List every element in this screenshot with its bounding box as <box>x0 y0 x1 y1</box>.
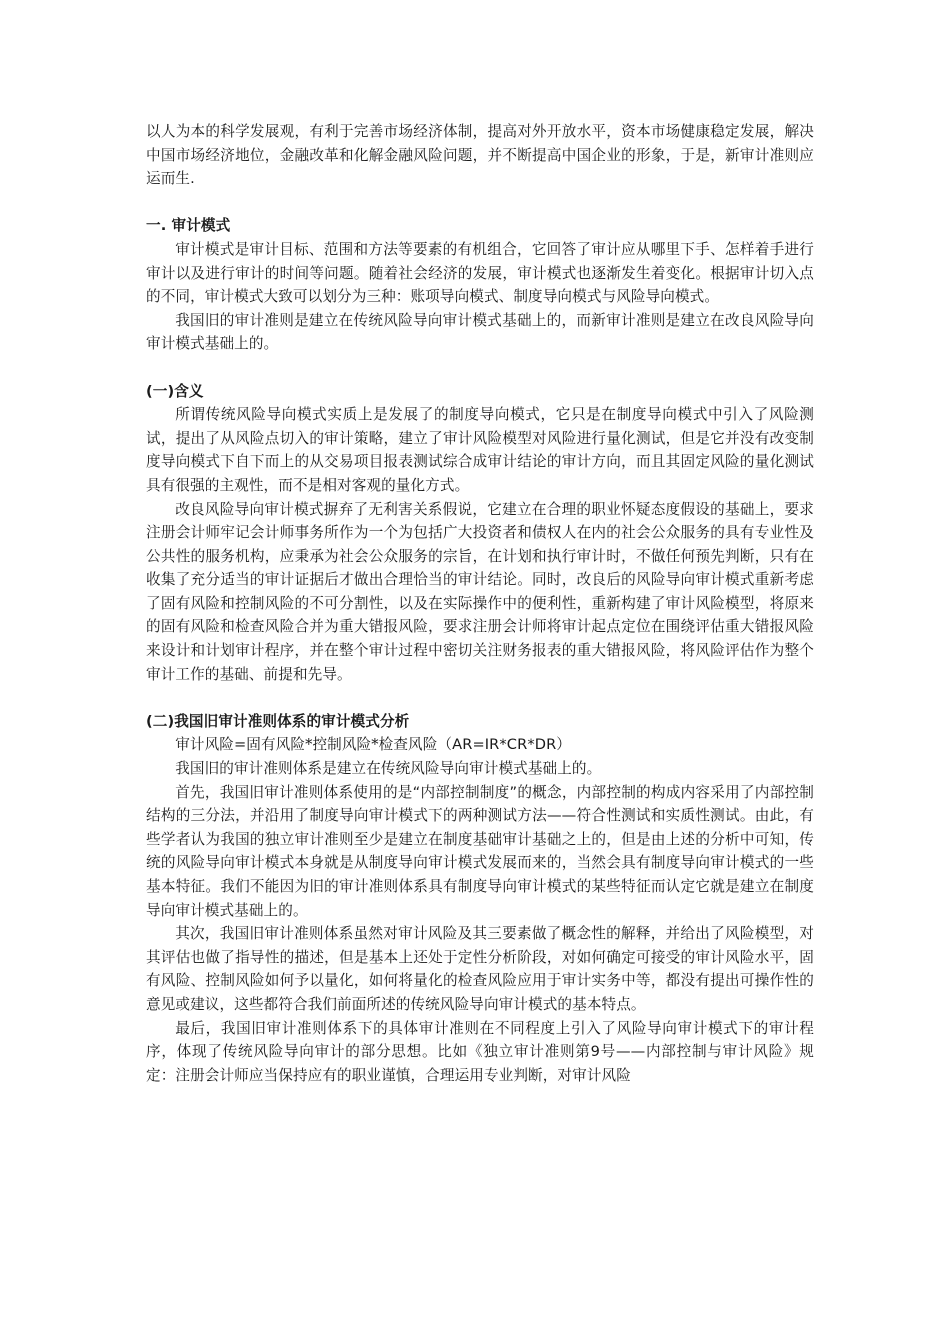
subsection2-paragraph-2: 首先，我国旧审计准则体系使用的是“内部控制制度”的概念，内部控制的构成内容采用了内部控制结构的三分法，并沿用了制度导向审计模式下的两种测试方法——符合性测试和实质性测试。由此，有些学者认为我国的独立审计准则至少是建立在制度基础审计基础之上的，但是由上述的分析中可知，传统的风险导向审计模式本身就是从制度导向审计模式发展而来的，当然会具有制度导向审计模式的一些基本特征。我们不能因为旧的审计准则体系具有制度导向审计模式的某些特征而认定它就是建立在制度导向审计模式基础上的。 <box>146 783 814 919</box>
subsection2-paragraph-1: 我国旧的审计准则体系是建立在传统风险导向审计模式基础上的。 <box>175 760 602 778</box>
formula-text: 审计风险=固有风险*控制风险*检查风险 <box>175 736 438 754</box>
subsection2-paragraph-4: 最后，我国旧审计准则体系下的具体审计准则在不同程度上引入了风险导向审计模式下的审计程序，体现了传统风险导向审计的部分思想。比如《独立审计准则第9号——内部控制与审计风险》规定：注册会计师应当保持应有的职业谨慎，合理运用专业判断，对审计风险 <box>146 1019 814 1084</box>
section-heading-audit-mode: 一. 审计模式 <box>146 217 231 235</box>
intro-paragraph: 以人为本的科学发展观，有利于完善市场经济体制，提高对外开放水平，资本市场健康稳定发展，解决中国市场经济地位，金融改革和化解金融风险问题，并不断提高中国企业的形象，于是，新审计准则应运而生. <box>146 123 814 188</box>
blank-line <box>146 191 814 215</box>
subsection-heading-analysis: (二)我国旧审计准则体系的审计模式分析 <box>146 712 410 730</box>
section1-paragraph-2: 我国旧的审计准则是建立在传统风险导向审计模式基础上的，而新审计准则是建立在改良风险导向审计模式基础上的。 <box>146 311 814 353</box>
subsection1-paragraph-1: 所谓传统风险导向模式实质上是发展了的制度导向模式，它只是在制度导向模式中引入了风险测试，提出了从风险点切入的审计策略，建立了审计风险模型对风险进行量化测试，但是它并没有改变制度导向模式下自下而上的从交易项目报表测试综合成审计结论的审计方向，而且其固定风险的量化测试具有很强的主观性，而不是相对客观的量化方式。 <box>146 406 814 494</box>
blank-line <box>146 686 814 710</box>
document-page <box>146 120 814 1087</box>
subsection2-paragraph-3: 其次，我国旧审计准则体系虽然对审计风险及其三要素做了概念性的解释，并给出了风险模型，对其评估也做了指导性的描述，但是基本上还处于定性分析阶段，对如何确定可接受的审计风险水平，固有风险、控制风险如何予以量化，如何将量化的检查风险应用于审计实务中等，都没有提出可操作性的意见或建议，这些都符合我们前面所述的传统风险导向审计模式的基本特点。 <box>146 925 814 1013</box>
section1-paragraph-1: 审计模式是审计目标、范围和方法等要素的有机组合，它回答了审计应从哪里下手、怎样着手进行审计以及进行审计的时间等问题。随着社会经济的发展，审计模式也逐渐发生着变化。根据审计切入点的不同，审计模式大致可以划分为三种：账项导向模式、制度导向模式与风险导向模式。 <box>146 240 814 306</box>
subsection-heading-meaning: (一)含义 <box>146 382 204 400</box>
blank-line <box>146 356 814 380</box>
formula-equation: （AR=IR*CR*DR） <box>437 736 572 754</box>
subsection1-paragraph-2: 改良风险导向审计模式摒弃了无利害关系假说，它建立在合理的职业怀疑态度假设的基础上，要求注册会计师牢记会计师事务所作为一个为包括广大投资者和债权人在内的社会公众服务的具有专业性及公共性的服务机构，应秉承为社会公众服务的宗旨，在计划和执行审计时，不做任何预先判断，只有在收集了充分适当的审计证据后才做出合理恰当的审计结论。同时，改良后的风险导向审计模式重新考虑了固有风险和控制风险的不可分割性，以及在实际操作中的便利性，重新构建了审计风险模型，将原来的固有风险和检查风险合并为重大错报风险，要求注册会计师将审计起点定位在围绕评估重大错报风险来设计和计划审计程序，并在整个审计过程中密切关注财务报表的重大错报风险，将风险评估作为整个审计工作的基础、前提和先导。 <box>146 500 814 683</box>
audit-risk-formula <box>146 733 814 757</box>
